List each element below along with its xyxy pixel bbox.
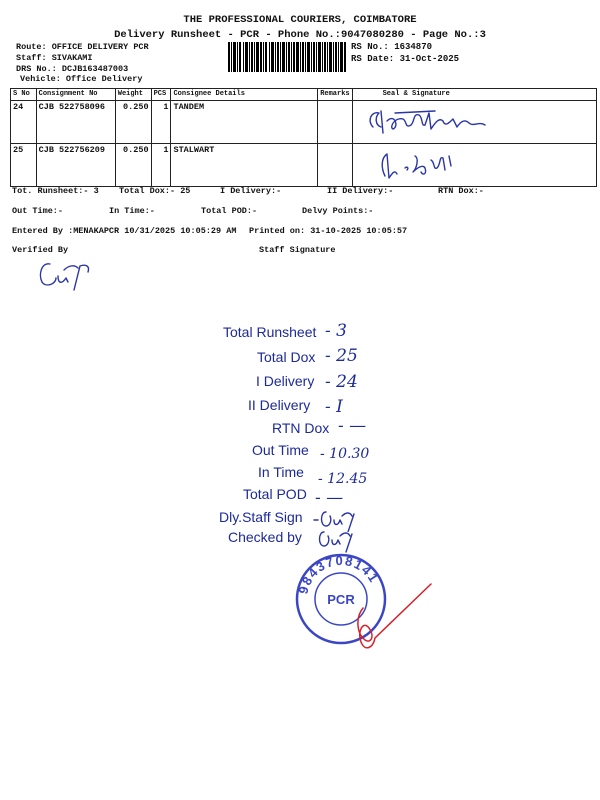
stamp-value-i-delivery: - 24 xyxy=(325,372,358,392)
cell-pcs: 1 xyxy=(151,144,171,187)
cell-remarks xyxy=(318,144,352,187)
runsheet-subtitle: Delivery Runsheet - PCR - Phone No.:9047080280 - Page No.:3 xyxy=(114,29,486,41)
verified-by: Verified By xyxy=(12,245,69,255)
rtn-dox: RTN Dox:- xyxy=(438,186,484,196)
cell-pcs: 1 xyxy=(151,101,171,144)
col-remarks: Remarks xyxy=(318,89,352,101)
table-row xyxy=(11,101,597,144)
seal-center-text: PCR xyxy=(327,592,355,607)
cell-consignment: CJB 522756209 xyxy=(36,144,115,187)
table-header xyxy=(11,89,597,101)
stamp-label-in-time: In Time xyxy=(258,464,304,480)
out-time: Out Time:- xyxy=(12,206,64,216)
entered-by: Entered By :MENAKAPCR 10/31/2025 10:05:29 AM xyxy=(12,226,237,236)
stamp-label-out-time: Out Time xyxy=(252,442,309,458)
vehicle-text: Vehicle: Office Delivery xyxy=(20,74,143,84)
tot-runsheet: Tot. Runsheet:- 3 xyxy=(12,186,99,196)
cell-remarks xyxy=(318,101,352,144)
stamp-label-total-pod: Total POD xyxy=(243,486,307,502)
route-text: Route: OFFICE DELIVERY PCR xyxy=(16,42,149,52)
total-dox: Total Dox:- 25 xyxy=(119,186,191,196)
cell-signature xyxy=(352,144,596,187)
cell-consignment: CJB 522758096 xyxy=(36,101,115,144)
table-row xyxy=(11,144,597,187)
runsheet-table xyxy=(10,88,597,187)
col-weight: Weight xyxy=(115,89,151,101)
company-title: THE PROFESSIONAL COURIERS, COIMBATORE xyxy=(183,14,417,26)
verifier-signature xyxy=(34,256,104,292)
stamp-value-out-time: - 10.30 xyxy=(320,446,370,462)
cell-consignee: TANDEM xyxy=(171,101,318,144)
stamp-value-total-runsheet: - 3 xyxy=(325,321,347,341)
col-pcs: PCS xyxy=(151,89,171,101)
col-sno: S No xyxy=(11,89,37,101)
col-consignment: Consignment No xyxy=(36,89,115,101)
col-consignee: Consignee Details xyxy=(171,89,318,101)
stamp-label-total-runsheet: Total Runsheet xyxy=(223,324,317,340)
i-delivery: I Delivery:- xyxy=(220,186,282,196)
cell-weight: 0.250 xyxy=(115,101,151,144)
stamp-value-in-time: - 12.45 xyxy=(318,471,368,487)
stamp-value-total-pod: - — xyxy=(315,488,344,508)
printed-on: Printed on: 31-10-2025 10:05:57 xyxy=(249,226,408,236)
cell-sno: 25 xyxy=(11,144,37,187)
barcode xyxy=(228,42,346,72)
cell-sno: 24 xyxy=(11,101,37,144)
col-seal-signature: Seal & Signature xyxy=(352,89,596,101)
stamp-label-dly-staff-sign: Dly.Staff Sign xyxy=(219,509,303,525)
stamp-label-total-dox: Total Dox xyxy=(257,349,316,365)
stamp-label-ii-delivery: II Delivery xyxy=(248,397,311,413)
stamp-label-checked-by: Checked by xyxy=(228,529,302,545)
staff-text: Staff: SIVAKAMI xyxy=(16,53,93,63)
red-signature xyxy=(335,578,435,668)
stamp-label-i-delivery: I Delivery xyxy=(256,373,315,389)
ii-delivery: II Delivery:- xyxy=(327,186,394,196)
drs-number: DRS No.: DCJB163487003 xyxy=(16,64,129,74)
stamp-value-ii-delivery: - I xyxy=(325,397,343,417)
total-pod: Total POD:- xyxy=(201,206,258,216)
stamp-value-rtn-dox: - — xyxy=(338,416,367,436)
rs-number: RS No.: 1634870 xyxy=(351,42,433,52)
rs-date: RS Date: 31-Oct-2025 xyxy=(351,54,460,64)
cell-consignee: STALWART xyxy=(171,144,318,187)
stamp-label-rtn-dox: RTN Dox xyxy=(272,420,330,436)
cell-signature xyxy=(352,101,596,144)
signature-tandem xyxy=(365,103,495,139)
stamp-value-total-dox: - 25 xyxy=(325,346,358,366)
staff-signature: Staff Signature xyxy=(259,245,336,255)
in-time: In Time:- xyxy=(109,206,155,216)
signature-stalwart xyxy=(375,146,465,182)
delvy-points: Delvy Points:- xyxy=(302,206,374,216)
cell-weight: 0.250 xyxy=(115,144,151,187)
seal-number: 9843708141 xyxy=(295,552,383,596)
